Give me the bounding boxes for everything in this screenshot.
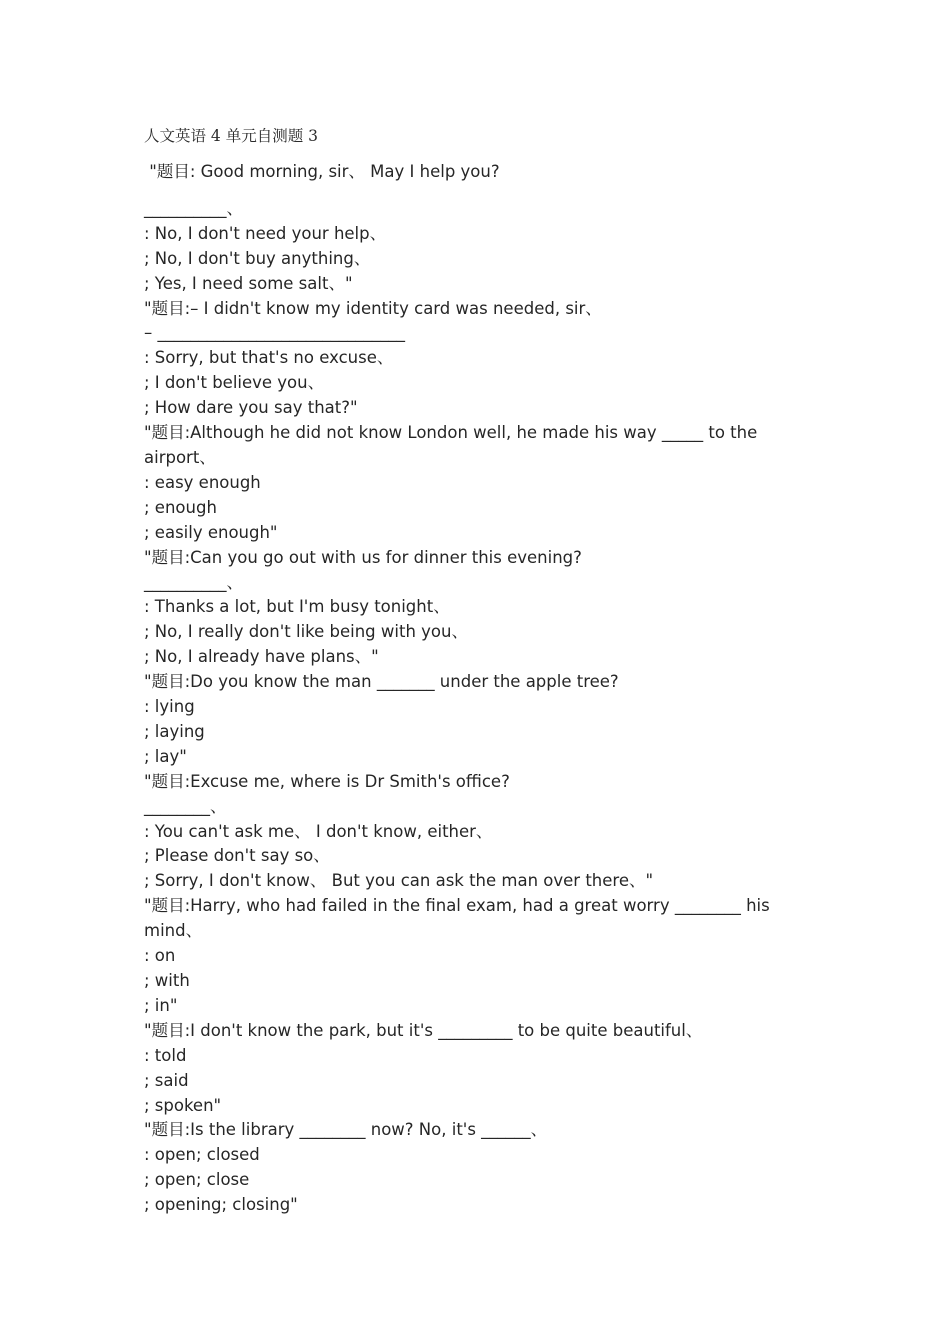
answer-option: : Sorry, but that's no excuse、: [144, 348, 394, 368]
answer-option: ; spoken": [144, 1095, 222, 1115]
answer-option: : open; closed: [144, 1145, 260, 1165]
answer-option: : No, I don't need your help、: [144, 223, 387, 243]
question-stem: "题目:Although he did not know London well, he made his way _____ to the airport、: [144, 423, 763, 467]
question-stem: "题目:Harry, who had failed in the final exam, had a great worry ________ his mind、: [144, 896, 775, 941]
document-title: 人文英语 4 单元自测题 3: [144, 127, 319, 145]
answer-option: ; No, I don't buy anything、: [144, 248, 371, 268]
answer-option: ; No, I really don't like being with you、: [144, 622, 468, 642]
question-stem: "题目:– I didn't know my identity card was needed, sir、: [144, 298, 602, 318]
answer-option: ; said: [144, 1070, 189, 1090]
answer-option: ; lay": [144, 746, 187, 766]
question-stem: "题目:Excuse me, where is Dr Smith's office?: [144, 771, 510, 791]
answer-option: ; Yes, I need some salt、": [144, 273, 353, 293]
answer-blank: __________、: [144, 198, 243, 218]
answer-option: ; in": [144, 995, 178, 1015]
answer-option: ; laying: [144, 721, 205, 741]
answer-blank: ________、: [144, 796, 227, 816]
answer-option: ; Sorry, I don't know、 But you can ask the man over there、": [144, 871, 654, 891]
answer-option: : on: [144, 946, 176, 966]
answer-option: ; I don't believe you、: [144, 373, 325, 393]
answer-option: : Thanks a lot, but I'm busy tonight、: [144, 597, 450, 617]
question-stem: "题目:Is the library ________ now? No, it's ______、: [144, 1120, 548, 1140]
answer-option: ; Please don't say so、: [144, 846, 330, 866]
question-stem: "题目:Can you go out with us for dinner this evening?: [144, 547, 582, 567]
answer-option: : easy enough: [144, 472, 261, 492]
answer-blank: __________、: [144, 572, 243, 592]
answer-option: ; enough: [144, 497, 217, 517]
answer-option: ; opening; closing": [144, 1195, 298, 1215]
answer-option: ; easily enough": [144, 522, 278, 542]
answer-option: ; How dare you say that?": [144, 398, 358, 418]
answer-blank: – ______________________________: [144, 323, 405, 343]
question-list: [144, 160, 844, 1218]
answer-option: ; No, I already have plans、": [144, 647, 379, 667]
answer-option: ; open; close: [144, 1170, 250, 1190]
question-stem: "题目:Do you know the man _______ under the apple tree?: [144, 672, 619, 692]
answer-option: ; with: [144, 971, 190, 990]
question-stem: "题目:I don't know the park, but it's _________ to be quite beautiful、: [144, 1020, 703, 1040]
answer-option: : You can't ask me、 I don't know, either、: [144, 821, 493, 841]
answer-option: : lying: [144, 697, 195, 717]
answer-option: : told: [144, 1045, 187, 1065]
question-stem: "题目: Good morning, sir、 May I help you?: [144, 162, 500, 181]
document-page: [144, 124, 844, 1218]
